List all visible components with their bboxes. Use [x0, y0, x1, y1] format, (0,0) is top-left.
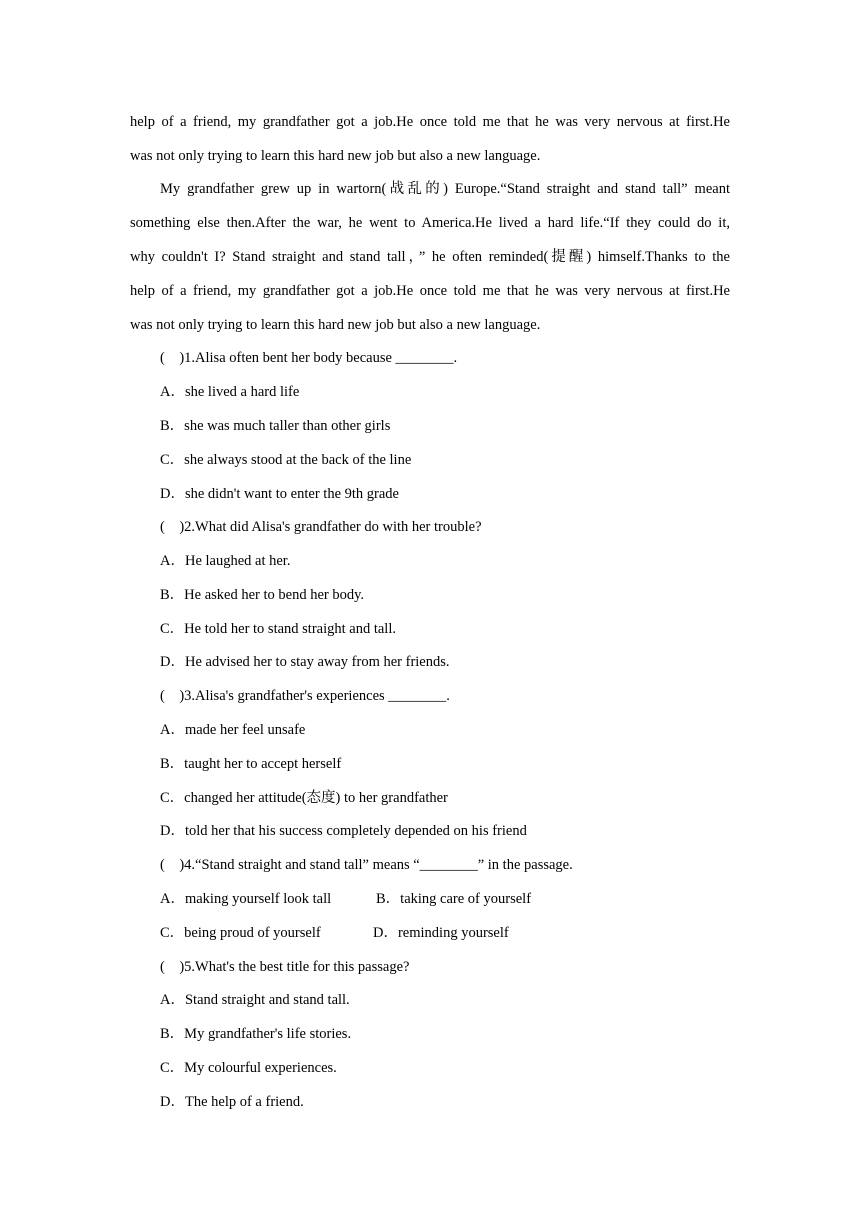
question-5-option-a: A．Stand straight and stand tall.	[160, 992, 350, 1008]
question-4-option-a: A．making yourself look tall	[160, 891, 332, 907]
question-3-option-a: A．made her feel unsafe	[160, 722, 306, 738]
passage-paragraph-2	[130, 172, 730, 342]
paragraph-line: help of a friend, my grandfather got a job.He once told me that he was very nervous at first.He	[130, 114, 730, 130]
question-1-option-b: B．she was much taller than other girls	[160, 418, 391, 434]
question-5-option-d: D．The help of a friend.	[160, 1094, 304, 1110]
question-3-stem: ( )3.Alisa's grandfather's experiences ________.	[160, 688, 450, 704]
question-1-stem: ( )1.Alisa often bent her body because ________.	[160, 350, 458, 366]
question-2-option-c: C．He told her to stand straight and tall.	[160, 621, 396, 637]
question-5-option-b: B．My grandfather's life stories.	[160, 1026, 352, 1042]
question-4-option-d: D．reminding yourself	[373, 925, 509, 941]
question-4-option-b: B．taking care of yourself	[376, 891, 532, 907]
question-3-option-b: B．taught her to accept herself	[160, 756, 342, 772]
question-2-option-b: B．He asked her to bend her body.	[160, 587, 365, 603]
question-3-option-c: C．changed her attitude(态度) to her grandfather	[160, 790, 448, 806]
question-4-option-c: C．being proud of yourself	[160, 925, 321, 941]
question-1-option-c: C．she always stood at the back of the line	[160, 452, 412, 468]
question-5-option-c: C．My colourful experiences.	[160, 1060, 337, 1076]
paragraph-line: something else then.After the war, he went to America.He lived a hard life.“If they could do it,	[130, 215, 730, 231]
passage-paragraph-1	[130, 105, 730, 173]
paragraph-line: was not only trying to learn this hard new job but also a new language.	[130, 317, 541, 333]
question-4-stem: ( )4.“Stand straight and stand tall” means “________” in the passage.	[160, 857, 573, 873]
paragraph-line: help of a friend, my grandfather got a job.He once told me that he was very nervous at first.He	[130, 283, 730, 299]
question-5-stem: ( )5.What's the best title for this passage?	[160, 959, 410, 975]
paragraph-line: was not only trying to learn this hard new job but also a new language.	[130, 148, 541, 164]
question-3-option-d: D．told her that his success completely depended on his friend	[160, 823, 527, 839]
question-1-option-a: A．she lived a hard life	[160, 384, 300, 400]
paragraph-line: why couldn't I? Stand straight and stand tall，” he often reminded(提醒) himself.Thanks to the	[130, 249, 730, 265]
question-1-option-d: D．she didn't want to enter the 9th grade	[160, 486, 399, 502]
paragraph-line: My grandfather grew up in wartorn(战乱的) Europe.“Stand straight and stand tall” meant	[160, 181, 730, 197]
question-2-stem: ( )2.What did Alisa's grandfather do with her trouble?	[160, 519, 482, 535]
question-2-option-d: D．He advised her to stay away from her friends.	[160, 654, 450, 670]
question-2-option-a: A．He laughed at her.	[160, 553, 291, 569]
